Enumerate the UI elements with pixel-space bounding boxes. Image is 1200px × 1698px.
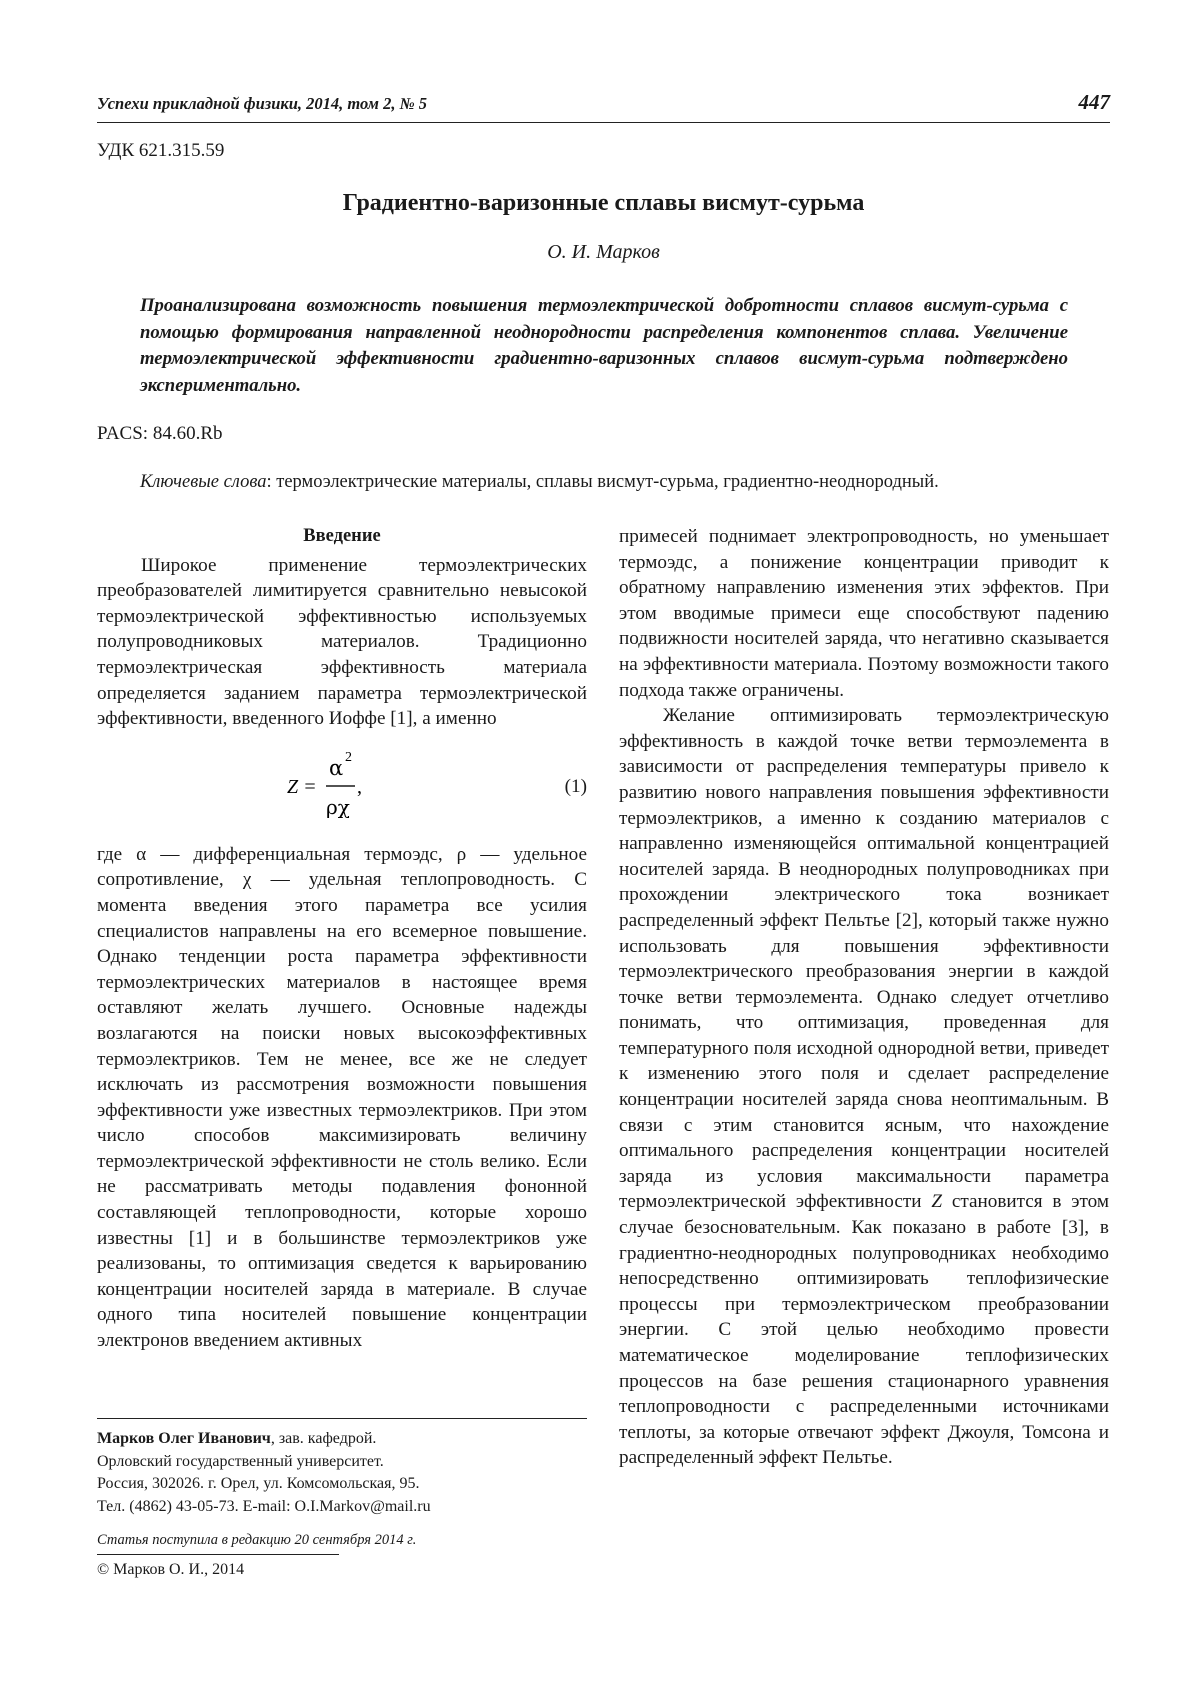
affiliation-line-1 — [97, 1428, 587, 1451]
left-column — [97, 524, 587, 1354]
right-column — [619, 524, 1109, 1471]
article-title: Градиентно-варизонные сплавы висмут-сурьма — [342, 190, 865, 216]
received-divider — [97, 1554, 339, 1555]
pacs-code: PACS: 84.60.Rb — [97, 423, 223, 444]
udk-code: УДК 621.315.59 — [97, 140, 225, 161]
affiliation-line-3: Россия, 302026. г. Орел, ул. Комсомольская, 95. — [97, 1475, 420, 1492]
author-name: Марков Олег Иванович — [97, 1430, 271, 1447]
right-paragraph-2 — [619, 703, 1109, 1471]
equation-comma: , — [357, 775, 362, 798]
keywords-label: Ключевые слова — [140, 472, 267, 492]
affiliation-line-4: Тел. (4862) 43-05-73. E-mail: O.I.Markov@mail.ru — [97, 1497, 431, 1515]
author-affiliation — [97, 1428, 587, 1518]
article-author: О. И. Марков — [547, 241, 660, 263]
equation-1 — [97, 732, 587, 842]
equation-exponent: 2 — [345, 749, 352, 765]
equation-numerator: α — [329, 755, 344, 780]
right-paragraph-2a: Желание оптимизировать термоэлектрическую эффективность в каждой точке ветви термоэлемента в зависимости от распределения температуры привело к развитию нового направления повышения эффективности термоэлектриков, а именно к созданию материалов с направленно изменяющейся оптимальной концентрацией носителей заряда. В неоднородных полупроводниках при прохождении электрического тока возникает распределенный эффект Пельтье [2], который также нужно использовать для повышения эффективности термоэлектрического преобразования энергии в каждой точке ветви термоэлемента. Однако следует отчетливо понимать, что оптимизация, проведенная для температурного поля исходной однородной ветви, приведет к изменению этого поля и сделает распределение концентрации носителей заряда снова неоптимальным. В связи с этим становится ясным, что нахождение оптимального распределения концентрации носителей заряда из условия максимальности параметра термоэлектрической эффективности — [619, 705, 1109, 1213]
affiliation-line-2: Орловский государственный университет. — [97, 1452, 384, 1470]
page-number: 447 — [1078, 90, 1110, 114]
journal-citation: Успехи прикладной физики, 2014, том 2, № 5 — [97, 94, 428, 113]
received-date: Статья поступила в редакцию 20 сентября 2014 г. — [97, 1532, 417, 1548]
author-position: , зав. кафедрой. — [270, 1430, 377, 1447]
running-head — [97, 92, 1110, 123]
abstract: Проанализирована возможность повышения термоэлектрической добротности сплавов висмут-сурьма с помощью формирования направленной неоднородности распределения компонентов сплава. Увеличение термоэлектрической эффективности градиентно-варизонных сплавов висмут-сурьма подтверждено экспериментально. — [140, 295, 1068, 396]
footnote-divider — [97, 1418, 587, 1419]
intro-paragraph-1: Широкое применение термоэлектрических преобразователей лимитируется сравнительно невысокой термоэлектрической эффективностью используемых полупроводниковых материалов. Традиционно термоэлектрическая эффективность материала определяется заданием параметра термоэлектрической эффективности, введенного Иоффе [1], а именно — [97, 554, 587, 730]
section-heading-introduction: Введение — [303, 526, 381, 546]
right-paragraph-2b: становится в этом случае безосновательным. Как показано в работе [3], в градиентно-неоднородных полупроводниках необходимо непосредственно оптимизировать теплофизические процессы при термоэлектрическом преобразовании энергии. С этой целью необходимо провести математическое моделирование теплофизических процессов на базе решения стационарного уравнения теплопроводности с распределенными источниками теплоты, за которые отвечают эффект Джоуля, Томсона и распределенный эффект Пельтье. — [619, 1191, 1110, 1469]
equation-denominator: ρχ — [326, 794, 350, 819]
right-paragraph-1: примесей поднимает электропроводность, но уменьшает термоэдс, а понижение концентрации приводит к обратному направлению изменения этих эффектов. При этом вводимые примеси еще способствуют падению подвижности носителей заряда, что негативно сказывается на эффективности материала. Поэтому возможности такого подхода также ограничены. — [619, 526, 1109, 701]
z-symbol: Z — [931, 1191, 943, 1213]
intro-paragraph-2: где α — дифференциальная термоэдс, ρ — удельное сопротивление, χ — удельная теплопроводность. С момента введения этого параметра все усилия специалистов направлены на его всемерное повышение. Однако тенденции роста параметра эффективности термоэлектрических материалов в настоящее время оставляют желать лучшего. Основные надежды возлагаются на поиски новых высокоэффективных термоэлектриков. Тем не менее, все же не следует исключать из рассмотрения возможности повышения эффективности уже известных термоэлектриков. При этом число способов максимизировать величину термоэлектрической эффективности не столь велико. Если не рассматривать методы подавления фононной составляющей теплопроводности, которые хорошо известны [1] и в большинстве термоэлектриков уже реализованы, то оптимизация сведется к варьированию концентрации носителей заряда в материале. В случае одного типа носителей повышение концентрации электронов введением активных — [97, 843, 587, 1352]
keywords-text: : термоэлектрические материалы, сплавы висмут-сурьма, градиентно-неоднородный. — [266, 472, 939, 492]
keywords — [140, 472, 1110, 493]
equation-lhs: Z = — [287, 775, 317, 798]
equation-graphic — [97, 732, 517, 842]
equation-number: (1) — [564, 775, 587, 797]
copyright: © Марков О. И., 2014 — [97, 1561, 245, 1578]
